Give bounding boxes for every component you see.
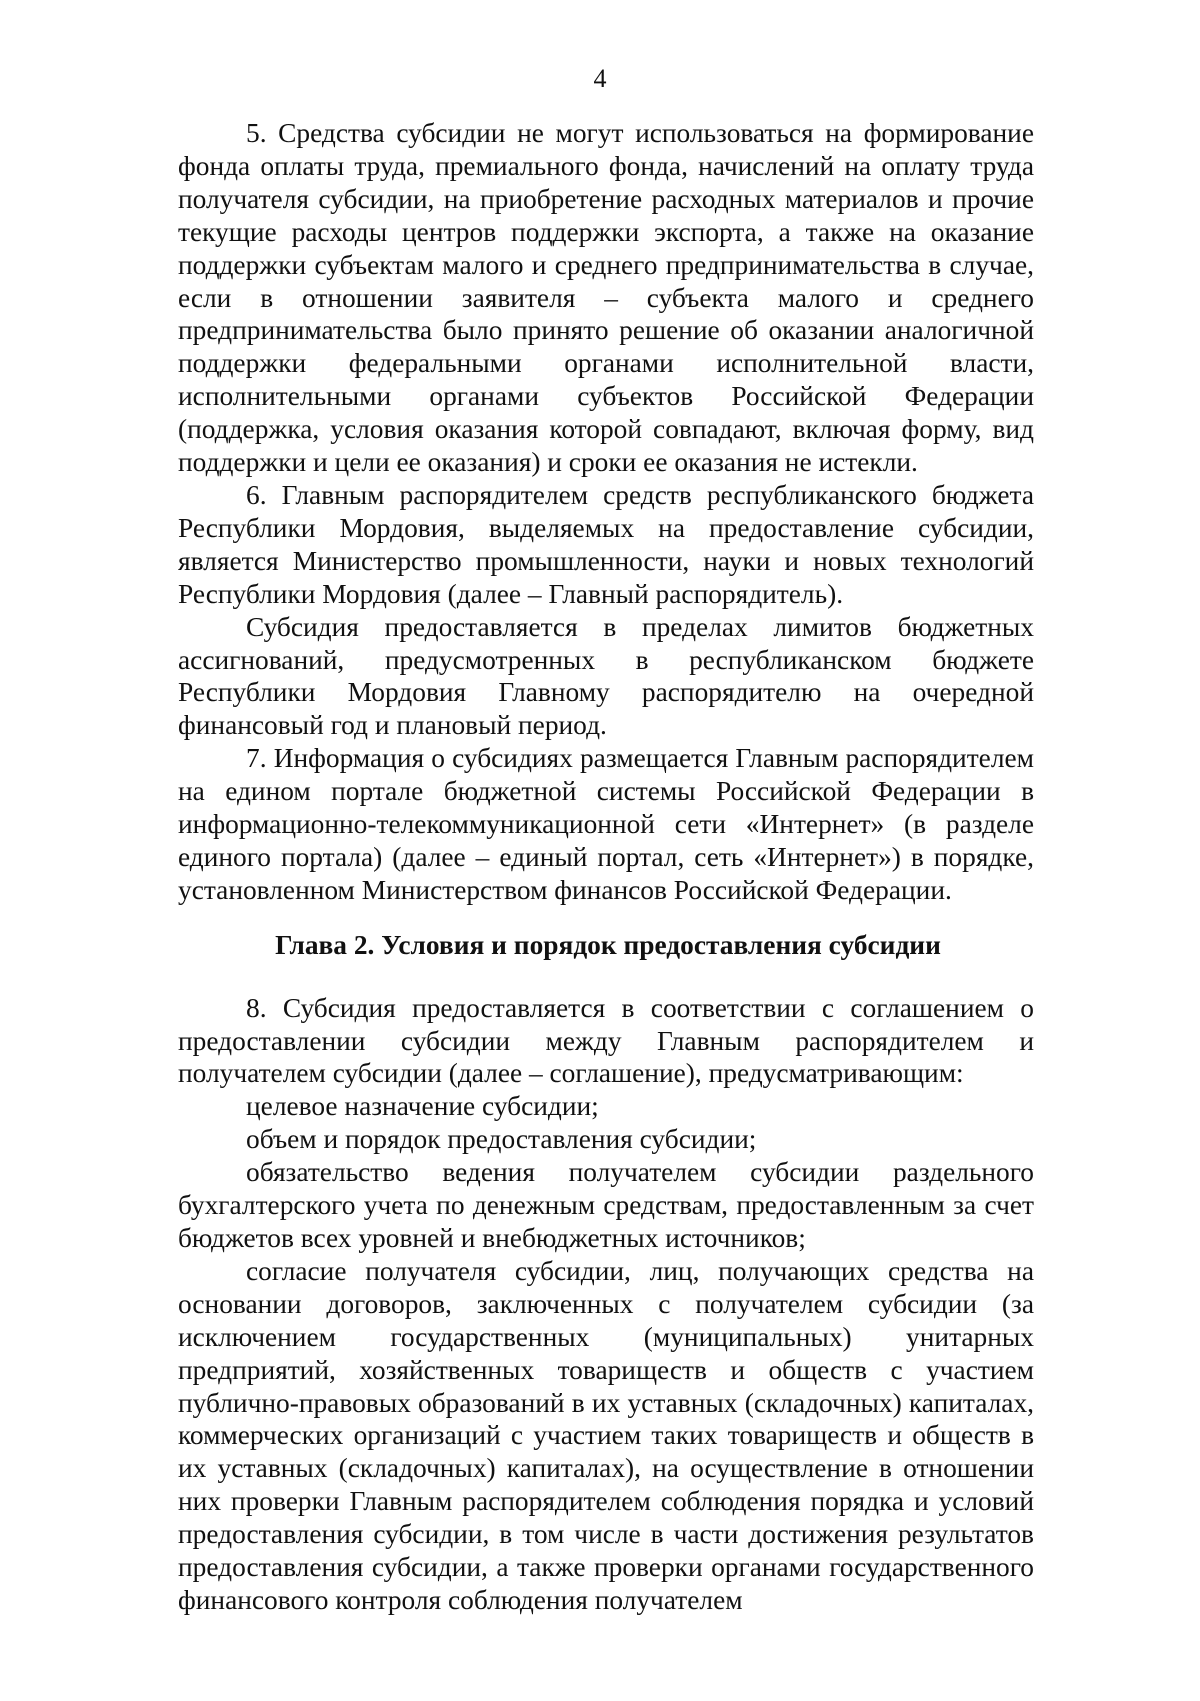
paragraph-6: 6. Главным распорядителем средств республиканского бюджета Республики Мордовия, выделяемых на предоставление субсидии, является Министерство промышленности, науки и новых технологий Республики Мордовия (далее – Главный распорядитель). bbox=[178, 479, 1034, 609]
chapter-heading: Глава 2. Условия и порядок предоставления субсидии bbox=[275, 929, 941, 960]
paragraph-8: 8. Субсидия предоставляется в соответствии с соглашением о предоставлении субсидии между Главным распорядителем и получателем субсидии (далее – соглашение), предусматривающим: bbox=[178, 992, 1034, 1089]
list-item-consent: согласие получателя субсидии, лиц, получающих средства на основании договоров, заключенных с получателем субсидии (за исключением государственных (муниципальных) унитарных предприятий, хозяйственных товариществ и обществ с участием публично-правовых образований в их уставных (складочных) капиталах, коммерческих организаций с участием таких товариществ и обществ в их уставных (складочных) капиталах), на осуществление в отношении них проверки Главным распорядителем соблюдения порядка и условий предоставления субсидии, в том числе в части достижения результатов предоставления субсидии, а также проверки органами государственного финансового контроля соблюдения получателем bbox=[178, 1255, 1034, 1615]
paragraph-6-subsidy-limits: Субсидия предоставляется в пределах лимитов бюджетных ассигнований, предусмотренных в республиканском бюджете Республики Мордовия Главному распорядителю на очередной финансовый год и плановый период. bbox=[178, 611, 1034, 741]
list-item-purpose: целевое назначение субсидии; bbox=[246, 1091, 599, 1122]
page-number: 4 bbox=[593, 64, 607, 93]
paragraph-7: 7. Информация о субсидиях размещается Главным распорядителем на едином портале бюджетной системы Российской Федерации в информационно-телекоммуникационной сети «Интернет» (в разделе единого портала) (далее – единый портал, сеть «Интернет») в порядке, установленном Министерством финансов Российской Федерации. bbox=[178, 743, 1034, 905]
document-body bbox=[178, 117, 1034, 1617]
list-item-amount: объем и порядок предоставления субсидии; bbox=[246, 1124, 757, 1155]
paragraph-5: 5. Средства субсидии не могут использоваться на формирование фонда оплаты труда, премиального фонда, начислений на оплату труда получателя субсидии, на приобретение расходных материалов и прочие текущие расходы центров поддержки экспорта, а также на оказание поддержки субъектам малого и среднего предпринимательства в случае, если в отношении заявителя – субъекта малого и среднего предпринимательства было принято решение об оказании аналогичной поддержки федеральными органами исполнительной власти, исполнительными органами субъектов Российской Федерации (поддержка, условия оказания которой совпадают, включая форму, вид поддержки и цели ее оказания) и сроки ее оказания не истекли. bbox=[178, 118, 1034, 478]
list-item-accounting: обязательство ведения получателем субсидии раздельного бухгалтерского учета по денежным средствам, предоставленным за счет бюджетов всех уровней и внебюджетных источников; bbox=[178, 1157, 1034, 1253]
